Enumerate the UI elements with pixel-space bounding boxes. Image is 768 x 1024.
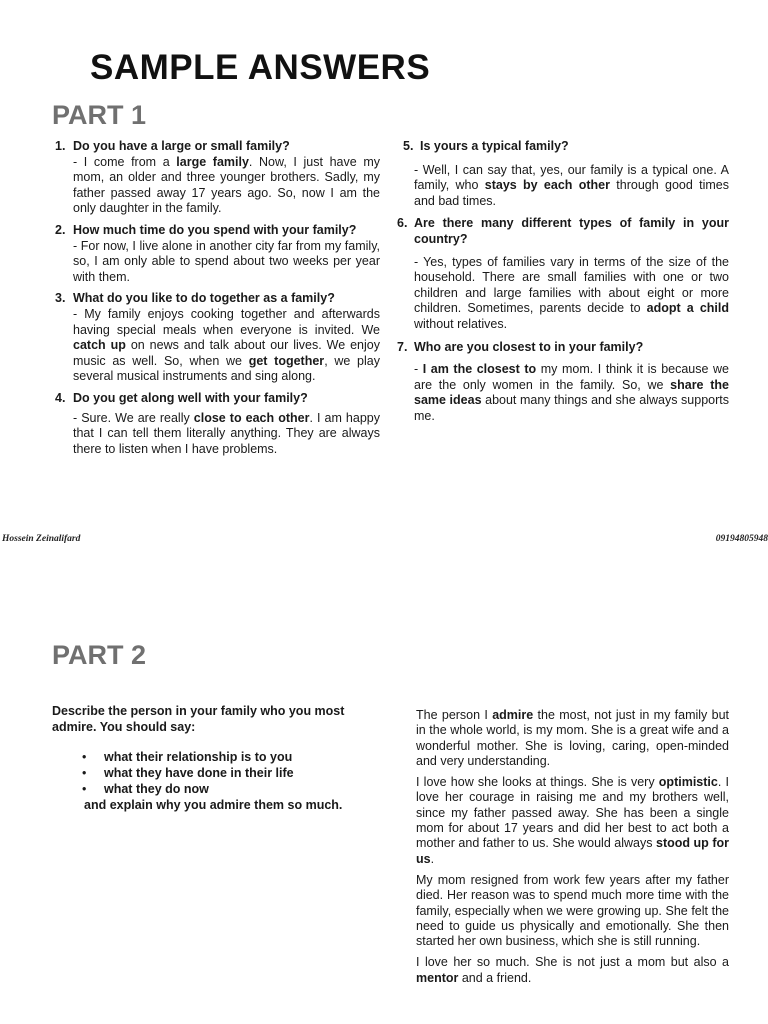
answer-paragraph: I love how she looks at things. She is very optimistic. I love her courage in raising me and my brothers well, since my father passed away. She has been a single mom for about 17 years and did her best to act both a mother and father to us. She would always stood up for us. xyxy=(416,775,729,866)
part2-answer xyxy=(416,708,729,992)
part1-left-column xyxy=(55,139,380,463)
bold-phrase: mentor xyxy=(416,970,459,985)
cue-card-bullet: • what they do now xyxy=(82,782,209,796)
bold-phrase: I am the closest to xyxy=(422,362,537,377)
cue-card-prompt: Describe the person in your family who you most admire. You should say: xyxy=(52,704,345,734)
bold-phrase: adopt a child xyxy=(646,301,730,316)
answer-paragraph: The person I admire the most, not just in my family but in the whole world, is my mom. She is a great wife and a wonderful mother. She is loving, caring, open-minded and very understanding. xyxy=(416,708,729,768)
bullet-icon: • xyxy=(82,750,87,764)
answer-paragraph: I love her so much. She is not just a mom but also a mentor and a friend. xyxy=(416,955,729,985)
bold-phrase: admire xyxy=(492,708,534,722)
part2-heading: PART 2 xyxy=(52,640,147,670)
question-item xyxy=(55,223,380,285)
part1-right-column xyxy=(397,139,729,431)
question-item xyxy=(55,291,380,385)
part1-heading: PART 1 xyxy=(52,100,147,130)
bold-phrase: optimistic xyxy=(658,775,718,790)
question-text: How much time do you spend with your family? xyxy=(73,222,357,237)
cue-card-bullet: • what they have done in their life xyxy=(82,766,294,780)
question-item xyxy=(55,139,380,217)
bold-phrase: catch up xyxy=(73,338,126,353)
cue-card-closing: and explain why you admire them so much. xyxy=(84,798,343,812)
question-text: Do you get along well with your family? xyxy=(73,390,308,405)
answer-text: - Yes, types of families vary in terms of the size of the household. There are small families with one or two children and large families with about eight or more children. Sometimes, parents decide to adopt a child without relatives. xyxy=(414,254,730,331)
question-text: Do you have a large or small family? xyxy=(73,139,290,153)
question-text: Who are you closest to in your family? xyxy=(414,339,644,354)
bullet-icon: • xyxy=(82,782,87,796)
answer-text: - My family enjoys cooking together and afterwards having special meals when everyone is invited. We catch up on news and talk about our lives. We enjoy music as well. So, when we get together, we play several musical instruments and sing along. xyxy=(73,306,380,384)
question-text: What do you like to do together as a family? xyxy=(73,291,335,306)
answer-paragraph: My mom resigned from work few years after my father died. Her reason was to spend much more time with the family, especially when we were growing up. She felt the need to guide us physically and emotionally. She then started her own business, which she is still running. xyxy=(416,872,729,949)
answer-text: - I am the closest to my mom. I think it is because we are the only women in the family. So, we share the same ideas about many things and she always supports me. xyxy=(414,362,730,423)
page-title: SAMPLE ANSWERS xyxy=(90,48,431,87)
bold-phrase: share the same ideas xyxy=(414,377,729,408)
bullet-icon: • xyxy=(82,766,87,780)
question-number: 3. xyxy=(55,291,66,306)
question-item xyxy=(55,391,380,457)
question-number: 4. xyxy=(55,390,66,405)
bold-phrase: get together xyxy=(248,353,325,368)
bold-phrase: close to each other xyxy=(193,410,310,425)
bold-phrase: large family xyxy=(176,154,249,169)
cue-card xyxy=(52,703,352,813)
footer-author: Hossein Zeinalifard xyxy=(2,534,81,544)
answer-text: - For now, I live alone in another city far from my family, so, I am only able to spend about two weeks per year with them. xyxy=(73,238,380,284)
question-number: 7. xyxy=(397,339,408,354)
answer-text: - Sure. We are really close to each other. I am happy that I can tell them literally anything. They are always there to listen when I have problems. xyxy=(73,410,380,456)
question-number: 1. xyxy=(55,139,66,153)
answer-text: - Well, I can say that, yes, our family is a typical one. A family, who stays by each other through good times and bad times. xyxy=(414,162,729,208)
cue-card-bullet: • what their relationship is to you xyxy=(82,750,293,764)
question-number: 5. xyxy=(403,139,414,153)
question-number: 2. xyxy=(55,222,66,237)
bold-phrase: stays by each other xyxy=(484,178,610,193)
question-text: Is yours a typical family? xyxy=(420,139,569,153)
answer-text: - I come from a large family. Now, I just have my mom, an older and three younger brothers. Sadly, my father passed away 17 years ago. So, now I am the only daughter in the family. xyxy=(73,154,380,216)
question-text: Are there many different types of family in your country? xyxy=(414,216,729,246)
bold-phrase: stood up for us xyxy=(416,836,729,866)
question-number: 6. xyxy=(397,216,408,231)
footer-phone: 09194805948 xyxy=(715,534,768,544)
